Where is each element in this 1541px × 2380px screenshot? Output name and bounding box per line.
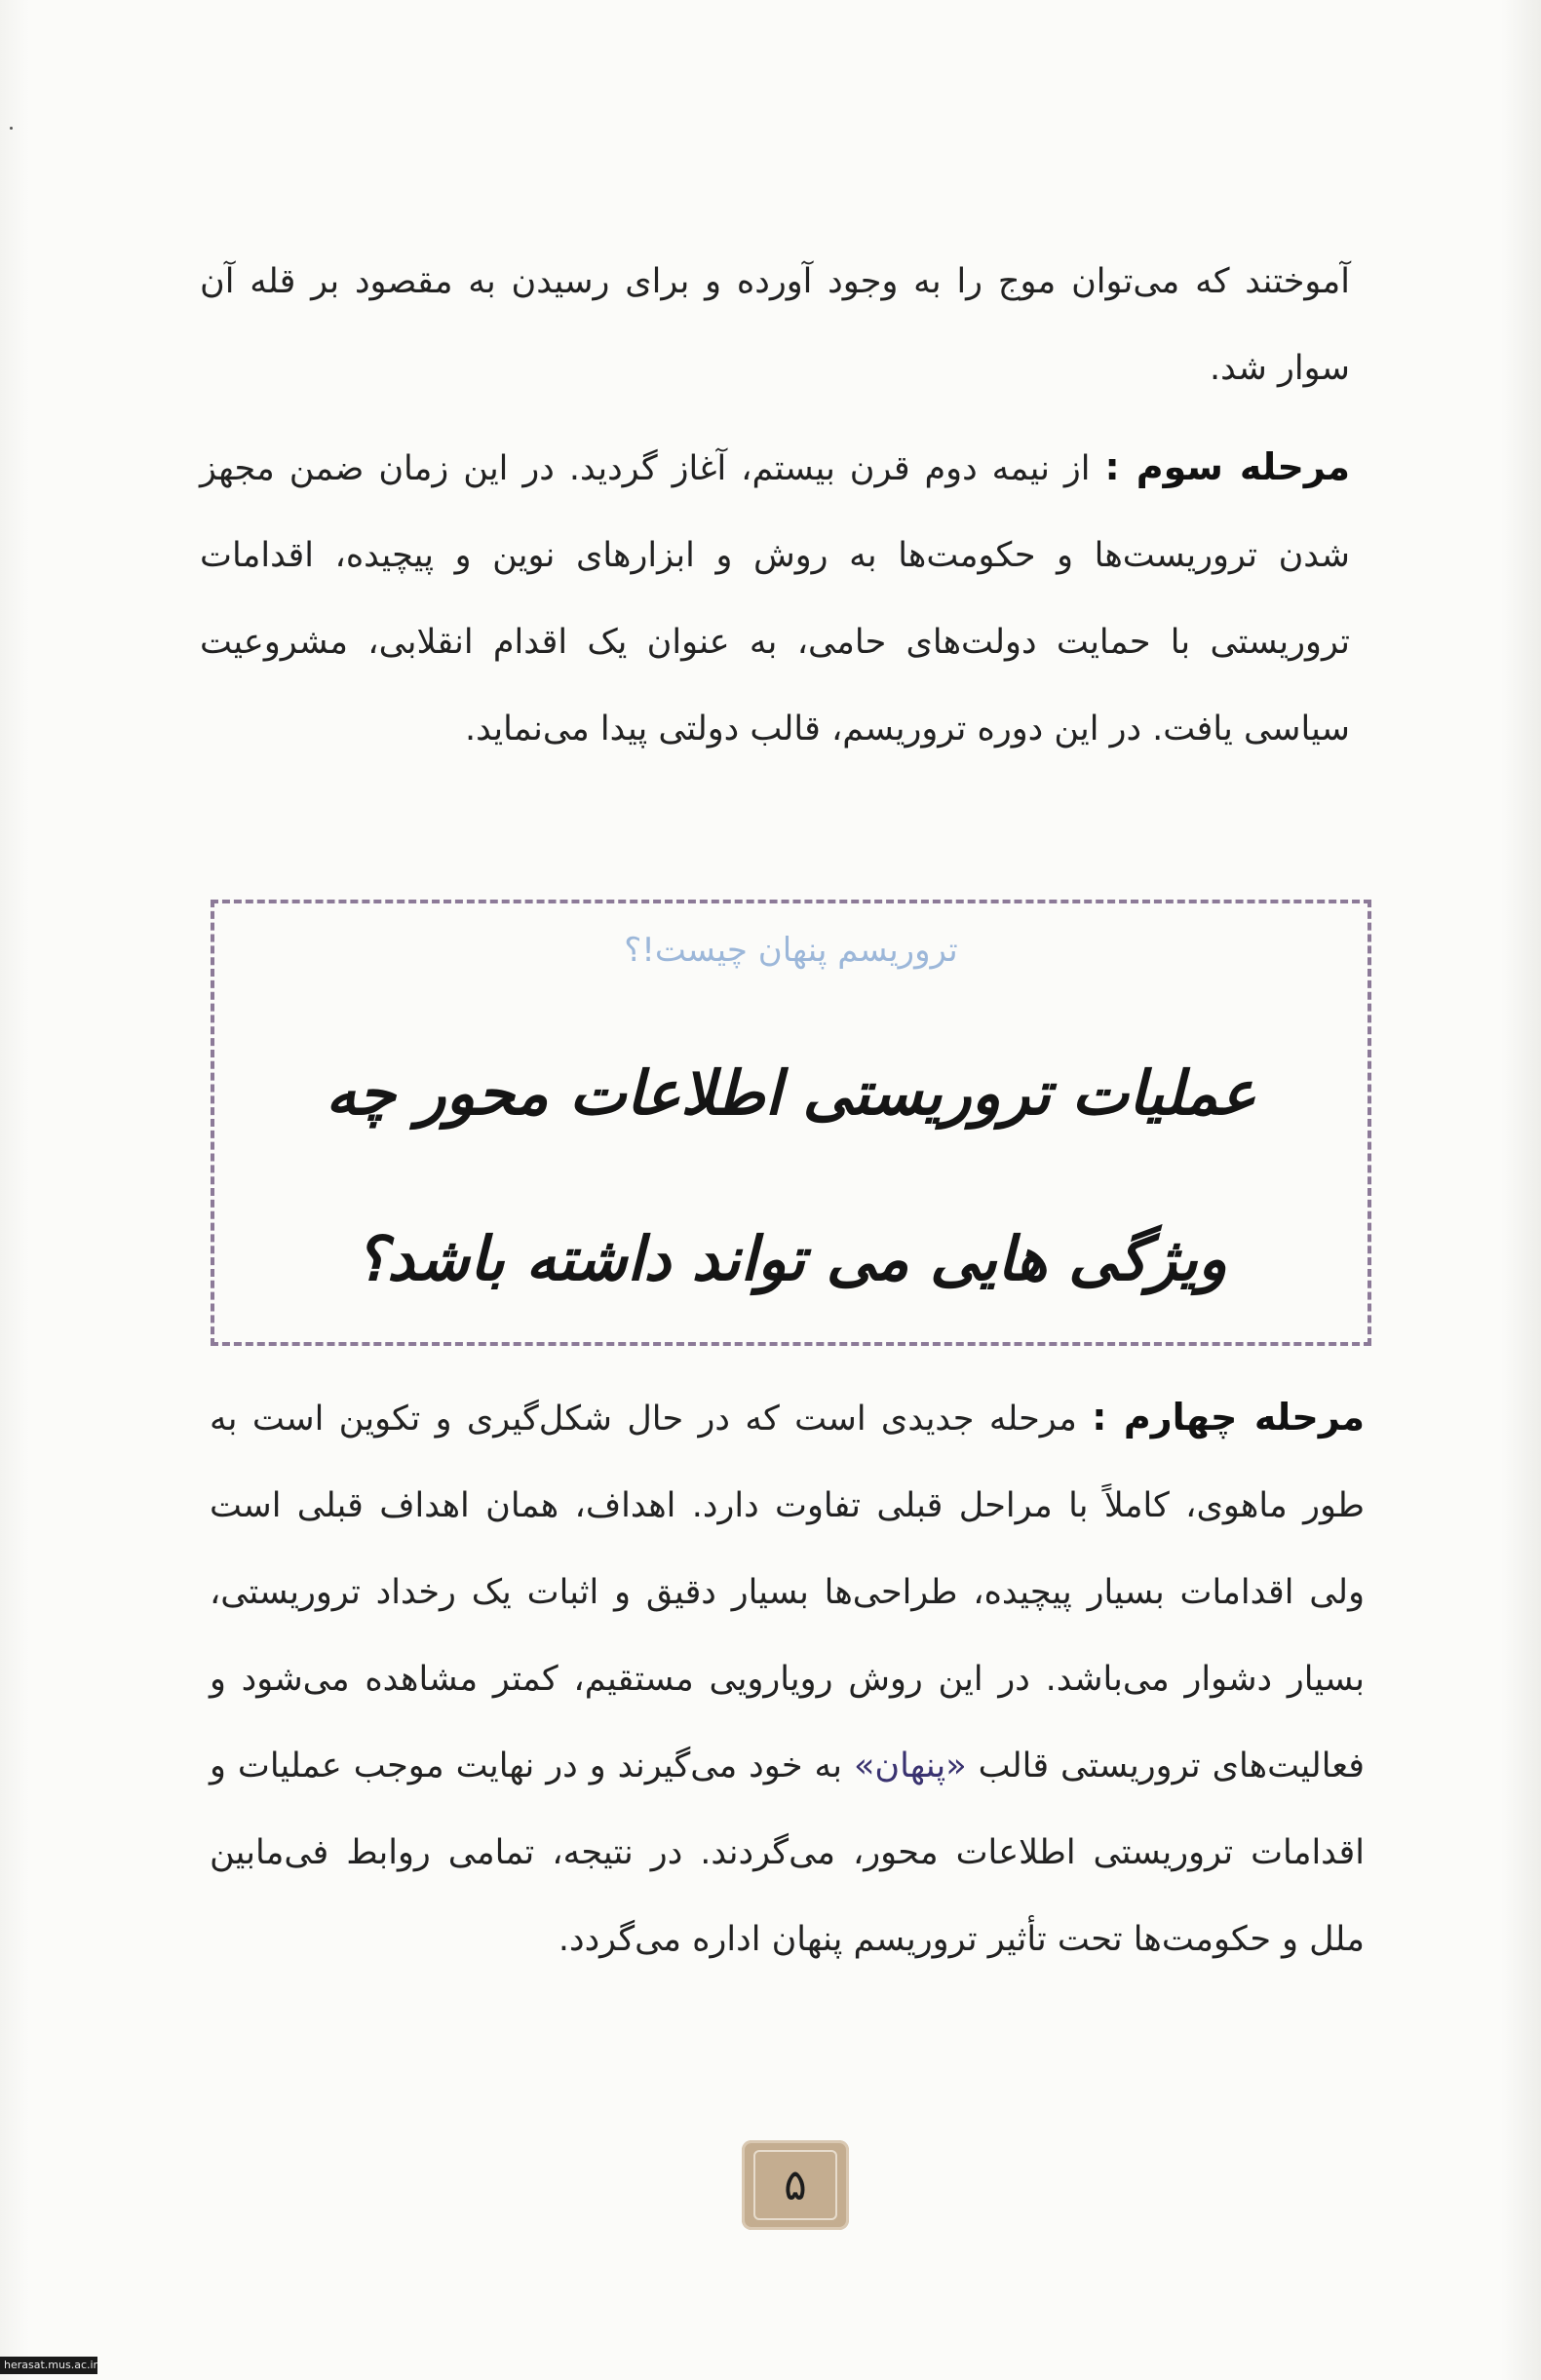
source-watermark: herasat.mus.ac.ir — [0, 2357, 97, 2374]
callout-box — [211, 900, 1371, 1346]
stage-four-heading: مرحله چهارم : — [1092, 1396, 1365, 1439]
page-number: ۵ — [753, 2150, 837, 2220]
paragraph-stage-four — [210, 1374, 1365, 1983]
callout-title: عملیات تروریستی اطلاعات محور چه ویژگی هایی می تواند داشته باشد؟ — [326, 1057, 1256, 1294]
stage-four-quoted-word: «پنهان» — [854, 1747, 967, 1785]
scan-speck — [10, 127, 13, 130]
stage-three-text: از نیمه دوم قرن بیستم، آغاز گردید. در این زمان ضمن مجهز شدن تروریست‌ها و حکومت‌ها به روش و ابزارهای نوین و پیچیده، اقدامات تروریستی با حمایت دولت‌های حامی، به عنوان یک اقدام انقلابی، مشروعیت سیاسی یافت. در این دوره تروریسم، قالب دولتی پیدا می‌نماید. — [200, 449, 1350, 749]
paragraph-stage-three — [200, 424, 1350, 773]
stage-four-text-after: به خود می‌گیرند و در نهایت موجب عملیات و اقدامات تروریستی اطلاعات محور، می‌گردند. در نتیجه، تمامی روابط فی‌مابین ملل و حکومت‌ها تحت تأثیر تروریسم پنهان اداره می‌گردد. — [210, 1747, 1365, 1959]
callout-subtitle: تروریسم پنهان چیست!؟ — [624, 931, 958, 970]
stage-three-heading: مرحله سوم : — [1104, 445, 1350, 488]
page-number-badge — [742, 2140, 849, 2230]
paragraph-intro: آموختند که می‌توان موج را به وجود آورده و برای رسیدن به مقصود بر قله آن سوار شد. — [200, 262, 1350, 388]
stage-four-text-before: مرحله جدیدی است که در حال شکل‌گیری و تکوین است به طور ماهوی، کاملاً با مراحل قبلی تفاوت دارد. اهداف، همان اهداف قبلی است ولی اقدامات بسیار پیچیده، طراحی‌ها بسیار دقیق و اثبات یک رخداد تروریستی، بسیار دشوار می‌باشد. در این روش رویارویی مستقیم، کمتر مشاهده می‌شود و فعالیت‌های تروریستی قالب — [210, 1400, 1365, 1785]
